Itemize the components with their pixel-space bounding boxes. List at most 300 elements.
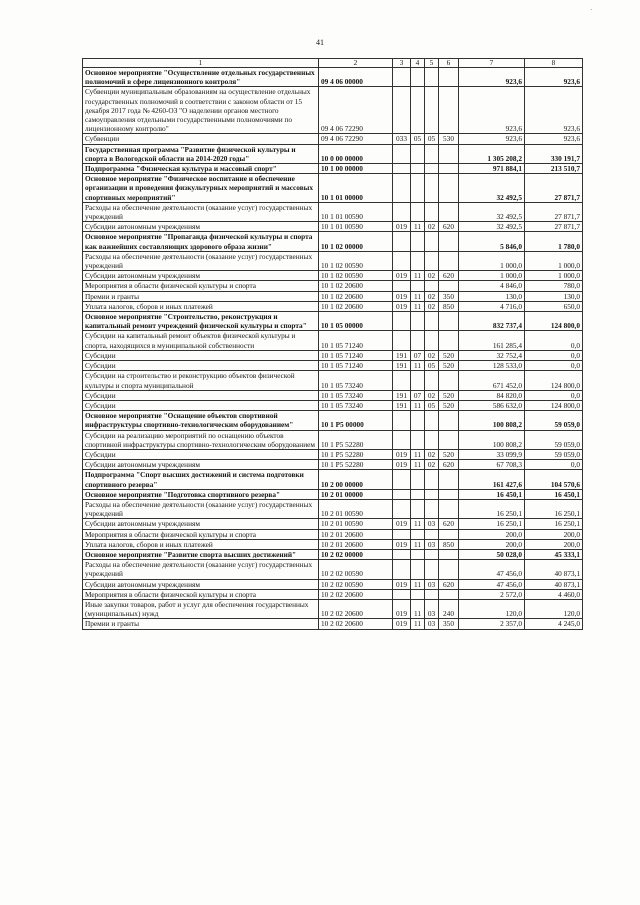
row-amount-year2: 0,0 <box>525 390 583 400</box>
row-amount-year2: 104 570,6 <box>525 470 583 489</box>
table-row <box>83 539 583 549</box>
table-row <box>83 281 583 291</box>
row-amount-year1: 832 737,4 <box>459 312 525 331</box>
row-name: Основное мероприятие "Оснащение объектов спортивной инфраструктуры спортивно-технологическим оборудованием" <box>83 411 319 430</box>
row-section <box>411 202 425 221</box>
column-header: 5 <box>425 59 439 68</box>
row-name: Субсидии автономным учреждениям <box>83 460 319 470</box>
row-subsection: 02 <box>425 222 439 232</box>
table-row <box>83 87 583 134</box>
row-expense-type: 520 <box>439 400 459 410</box>
table-row <box>83 449 583 459</box>
table-row <box>83 331 583 350</box>
row-expense-type: 520 <box>439 449 459 459</box>
row-expense-type: 620 <box>439 579 459 589</box>
row-target-code: 10 1 05 73240 <box>319 371 393 390</box>
row-amount-year1: 1 000,0 <box>459 271 525 281</box>
row-subsection: 02 <box>425 390 439 400</box>
row-amount-year2: 0,0 <box>525 460 583 470</box>
row-section <box>411 371 425 390</box>
row-expense-type <box>439 281 459 291</box>
row-name: Субсидии <box>83 390 319 400</box>
table-row <box>83 411 583 430</box>
row-subsection <box>425 529 439 539</box>
row-subsection: 03 <box>425 519 439 529</box>
row-section <box>411 312 425 331</box>
row-grbs: 019 <box>393 291 411 301</box>
row-grbs <box>393 549 411 559</box>
row-amount-year2: 124 800,0 <box>525 312 583 331</box>
row-section <box>411 430 425 449</box>
row-target-code: 10 1 02 00590 <box>319 251 393 270</box>
row-subsection <box>425 470 439 489</box>
row-section <box>411 232 425 251</box>
table-row <box>83 312 583 331</box>
row-name: Основное мероприятие "Подготовка спортивного резерва" <box>83 489 319 499</box>
row-amount-year1: 67 708,3 <box>459 460 525 470</box>
table-row <box>83 499 583 518</box>
row-target-code: 10 1 02 00000 <box>319 232 393 251</box>
table-row <box>83 164 583 174</box>
row-target-code: 10 1 05 71240 <box>319 361 393 371</box>
row-expense-type: 620 <box>439 271 459 281</box>
row-grbs <box>393 589 411 599</box>
table-row <box>83 579 583 589</box>
row-amount-year2: 120,0 <box>525 599 583 618</box>
row-name: Субвенции <box>83 134 319 144</box>
row-amount-year2: 200,0 <box>525 529 583 539</box>
row-subsection <box>425 174 439 203</box>
row-amount-year2: 45 333,1 <box>525 549 583 559</box>
row-grbs: 019 <box>393 619 411 629</box>
table-header-row <box>83 59 583 68</box>
row-grbs <box>393 202 411 221</box>
row-subsection <box>425 549 439 559</box>
row-target-code: 10 1 05 71240 <box>319 350 393 360</box>
row-section <box>411 174 425 203</box>
row-grbs: 019 <box>393 449 411 459</box>
budget-table <box>82 58 583 630</box>
row-section: 11 <box>411 460 425 470</box>
table-row <box>83 291 583 301</box>
table-row <box>83 560 583 579</box>
row-name: Субсидии автономным учреждениям <box>83 579 319 589</box>
row-grbs <box>393 144 411 163</box>
table-row <box>83 232 583 251</box>
row-target-code: 10 1 01 00000 <box>319 174 393 203</box>
row-amount-year1: 4 846,0 <box>459 281 525 291</box>
row-amount-year2: 923,6 <box>525 68 583 87</box>
row-grbs <box>393 174 411 203</box>
row-grbs <box>393 68 411 87</box>
row-name: Основное мероприятие "Физическое воспитание и обеспечение организации и проведения физкультурных мероприятий и массовых спортивных мероприятий" <box>83 174 319 203</box>
row-grbs <box>393 371 411 390</box>
column-header: 4 <box>411 59 425 68</box>
row-grbs <box>393 411 411 430</box>
row-subsection: 02 <box>425 350 439 360</box>
row-name: Подпрограмма "Спорт высших достижений и система подготовки спортивного резерва" <box>83 470 319 489</box>
row-expense-type: 530 <box>439 134 459 144</box>
row-expense-type <box>439 529 459 539</box>
row-section <box>411 331 425 350</box>
row-name: Субсидии на капитальный ремонт объектов физической культуры и спорта, находящихся в муниципальной собственности <box>83 331 319 350</box>
table-row <box>83 174 583 203</box>
row-amount-year1: 200,0 <box>459 539 525 549</box>
row-target-code: 10 1 05 00000 <box>319 312 393 331</box>
table-row <box>83 529 583 539</box>
row-target-code: 10 1 01 00590 <box>319 202 393 221</box>
row-expense-type <box>439 371 459 390</box>
row-target-code: 10 1 P5 52280 <box>319 460 393 470</box>
row-section <box>411 144 425 163</box>
row-amount-year1: 2 572,0 <box>459 589 525 599</box>
row-section <box>411 87 425 134</box>
row-name: Основное мероприятие "Осуществление отдельных государственных полномочий в сфере лицензионного контроля" <box>83 68 319 87</box>
row-subsection: 03 <box>425 599 439 618</box>
row-name: Субсидии <box>83 350 319 360</box>
row-subsection: 02 <box>425 271 439 281</box>
row-grbs: 019 <box>393 579 411 589</box>
row-amount-year2: 4 460,0 <box>525 589 583 599</box>
table-row <box>83 134 583 144</box>
row-expense-type <box>439 499 459 518</box>
row-amount-year2: 27 871,7 <box>525 174 583 203</box>
row-target-code: 09 4 06 72290 <box>319 87 393 134</box>
row-target-code: 09 4 06 72290 <box>319 134 393 144</box>
row-amount-year2: 0,0 <box>525 350 583 360</box>
table-row <box>83 460 583 470</box>
row-grbs <box>393 529 411 539</box>
row-expense-type: 620 <box>439 460 459 470</box>
row-amount-year1: 586 632,0 <box>459 400 525 410</box>
row-amount-year1: 100 808,2 <box>459 430 525 449</box>
table-row <box>83 361 583 371</box>
row-section <box>411 499 425 518</box>
row-section: 11 <box>411 301 425 311</box>
row-grbs <box>393 470 411 489</box>
row-expense-type: 350 <box>439 619 459 629</box>
row-target-code: 10 2 01 00590 <box>319 499 393 518</box>
row-name: Мероприятия в области физической культуры и спорта <box>83 589 319 599</box>
row-section: 11 <box>411 361 425 371</box>
row-grbs <box>393 312 411 331</box>
row-expense-type <box>439 560 459 579</box>
row-expense-type <box>439 68 459 87</box>
row-section <box>411 164 425 174</box>
row-amount-year1: 923,6 <box>459 68 525 87</box>
row-amount-year2: 130,0 <box>525 291 583 301</box>
row-grbs: 191 <box>393 390 411 400</box>
row-name: Основное мероприятие "Строительство, реконструкция и капитальный ремонт учреждений физической культуры и спорта" <box>83 312 319 331</box>
row-section <box>411 470 425 489</box>
row-target-code: 10 2 02 00590 <box>319 579 393 589</box>
row-amount-year2: 124 800,0 <box>525 371 583 390</box>
row-amount-year1: 128 533,0 <box>459 361 525 371</box>
row-expense-type: 350 <box>439 291 459 301</box>
row-amount-year2: 16 250,1 <box>525 519 583 529</box>
row-subsection: 05 <box>425 361 439 371</box>
row-subsection <box>425 430 439 449</box>
row-section: 05 <box>411 134 425 144</box>
row-amount-year1: 671 452,0 <box>459 371 525 390</box>
table-row <box>83 400 583 410</box>
row-name: Субсидии <box>83 361 319 371</box>
row-amount-year1: 1 305 208,2 <box>459 144 525 163</box>
row-amount-year2: 16 450,1 <box>525 489 583 499</box>
table-row <box>83 144 583 163</box>
row-grbs <box>393 430 411 449</box>
row-amount-year1: 120,0 <box>459 599 525 618</box>
row-amount-year2: 1 000,0 <box>525 251 583 270</box>
row-section: 11 <box>411 579 425 589</box>
row-amount-year2: 16 250,1 <box>525 499 583 518</box>
row-section: 11 <box>411 619 425 629</box>
row-grbs: 191 <box>393 361 411 371</box>
table-row <box>83 430 583 449</box>
row-target-code: 10 1 05 73240 <box>319 400 393 410</box>
row-expense-type: 850 <box>439 301 459 311</box>
row-grbs: 019 <box>393 460 411 470</box>
row-expense-type <box>439 164 459 174</box>
row-grbs <box>393 499 411 518</box>
table-row <box>83 519 583 529</box>
row-expense-type: 620 <box>439 222 459 232</box>
row-subsection: 02 <box>425 449 439 459</box>
row-expense-type <box>439 144 459 163</box>
row-subsection <box>425 281 439 291</box>
table-row <box>83 549 583 559</box>
row-subsection <box>425 164 439 174</box>
row-subsection <box>425 560 439 579</box>
row-expense-type <box>439 174 459 203</box>
row-name: Субсидии на реализацию мероприятий по оснащению объектов спортивной инфраструктуры спортивно-технологическим оборудованием <box>83 430 319 449</box>
row-target-code: 10 1 05 71240 <box>319 331 393 350</box>
row-section <box>411 281 425 291</box>
row-section: 11 <box>411 539 425 549</box>
row-expense-type <box>439 251 459 270</box>
table-row <box>83 271 583 281</box>
row-grbs: 019 <box>393 222 411 232</box>
row-target-code: 10 1 02 20600 <box>319 281 393 291</box>
row-amount-year2: 1 000,0 <box>525 271 583 281</box>
row-expense-type: 520 <box>439 361 459 371</box>
row-amount-year1: 4 716,0 <box>459 301 525 311</box>
row-amount-year1: 161 285,4 <box>459 331 525 350</box>
row-amount-year1: 32 492,5 <box>459 222 525 232</box>
row-amount-year2: 780,0 <box>525 281 583 291</box>
row-subsection <box>425 251 439 270</box>
row-name: Премии и гранты <box>83 291 319 301</box>
row-target-code: 10 1 P5 00000 <box>319 411 393 430</box>
row-section <box>411 68 425 87</box>
row-amount-year2: 213 510,7 <box>525 164 583 174</box>
row-grbs <box>393 87 411 134</box>
table-row <box>83 470 583 489</box>
row-amount-year2: 0,0 <box>525 361 583 371</box>
column-header: 3 <box>393 59 411 68</box>
row-name: Подпрограмма "Физическая культура и массовый спорт" <box>83 164 319 174</box>
row-target-code: 10 2 02 20600 <box>319 619 393 629</box>
row-name: Субсидии <box>83 400 319 410</box>
row-subsection: 03 <box>425 579 439 589</box>
row-expense-type: 520 <box>439 350 459 360</box>
row-subsection <box>425 499 439 518</box>
row-name: Субсидии <box>83 449 319 459</box>
row-section <box>411 589 425 599</box>
row-grbs: 019 <box>393 271 411 281</box>
table-row <box>83 202 583 221</box>
row-grbs <box>393 251 411 270</box>
row-section <box>411 251 425 270</box>
row-name: Субвенции муниципальным образованиям на осуществление отдельных государственных полномочий в соответствии с законом области от 15 декабря 2017 года № 4260-ОЗ "О наделении органов местного самоуправления отдельными государственными полномочиями по лицензионному контролю" <box>83 87 319 134</box>
row-expense-type <box>439 87 459 134</box>
row-grbs <box>393 489 411 499</box>
table-row <box>83 489 583 499</box>
row-subsection <box>425 202 439 221</box>
row-subsection <box>425 331 439 350</box>
row-section: 07 <box>411 350 425 360</box>
row-amount-year1: 130,0 <box>459 291 525 301</box>
row-amount-year2: 0,0 <box>525 331 583 350</box>
row-amount-year1: 923,6 <box>459 87 525 134</box>
row-section: 11 <box>411 222 425 232</box>
row-target-code: 10 2 02 20600 <box>319 589 393 599</box>
row-amount-year2: 124 800,0 <box>525 400 583 410</box>
row-name: Субсидии на строительство и реконструкцию объектов физической культуры и спорта муниципальной <box>83 371 319 390</box>
row-amount-year2: 59 059,0 <box>525 411 583 430</box>
row-amount-year2: 4 245,0 <box>525 619 583 629</box>
row-amount-year2: 1 780,0 <box>525 232 583 251</box>
row-name: Уплата налогов, сборов и иных платежей <box>83 301 319 311</box>
row-name: Расходы на обеспечение деятельности (оказание услуг) государственных учреждений <box>83 499 319 518</box>
row-subsection <box>425 411 439 430</box>
row-name: Уплата налогов, сборов и иных платежей <box>83 539 319 549</box>
row-amount-year1: 50 028,0 <box>459 549 525 559</box>
row-grbs: 191 <box>393 350 411 360</box>
column-header: 6 <box>439 59 459 68</box>
row-subsection <box>425 312 439 331</box>
row-expense-type <box>439 331 459 350</box>
row-expense-type <box>439 589 459 599</box>
row-target-code: 10 2 01 00000 <box>319 489 393 499</box>
row-grbs <box>393 164 411 174</box>
row-section: 11 <box>411 400 425 410</box>
row-name: Мероприятия в области физической культуры и спорта <box>83 529 319 539</box>
row-amount-year1: 200,0 <box>459 529 525 539</box>
row-target-code: 10 2 02 00590 <box>319 560 393 579</box>
row-expense-type: 520 <box>439 390 459 400</box>
row-target-code: 10 2 01 20600 <box>319 539 393 549</box>
row-subsection <box>425 232 439 251</box>
row-amount-year1: 100 808,2 <box>459 411 525 430</box>
row-grbs: 019 <box>393 301 411 311</box>
table-row <box>83 390 583 400</box>
row-expense-type: 240 <box>439 599 459 618</box>
row-grbs: 191 <box>393 400 411 410</box>
row-amount-year1: 47 456,0 <box>459 560 525 579</box>
row-name: Субсидии автономным учреждениям <box>83 222 319 232</box>
row-target-code: 10 1 02 20600 <box>319 291 393 301</box>
row-target-code: 10 0 00 00000 <box>319 144 393 163</box>
row-amount-year2: 200,0 <box>525 539 583 549</box>
row-grbs <box>393 560 411 579</box>
row-expense-type <box>439 232 459 251</box>
row-amount-year1: 47 456,0 <box>459 579 525 589</box>
page-number: 41 <box>316 38 324 47</box>
column-header: 1 <box>83 59 319 68</box>
column-header: 2 <box>319 59 393 68</box>
row-expense-type: 850 <box>439 539 459 549</box>
row-grbs: 019 <box>393 519 411 529</box>
row-section: 11 <box>411 599 425 618</box>
row-subsection: 03 <box>425 619 439 629</box>
row-expense-type: 620 <box>439 519 459 529</box>
row-subsection <box>425 68 439 87</box>
row-subsection: 03 <box>425 539 439 549</box>
row-target-code: 10 1 02 20600 <box>319 301 393 311</box>
row-subsection: 05 <box>425 400 439 410</box>
row-name: Государственная программа "Развитие физической культуры и спорта в Вологодской области на 2014-2020 годы" <box>83 144 319 163</box>
row-amount-year1: 16 250,1 <box>459 499 525 518</box>
row-target-code: 09 4 06 00000 <box>319 68 393 87</box>
row-subsection: 02 <box>425 301 439 311</box>
row-section: 11 <box>411 449 425 459</box>
row-grbs <box>393 232 411 251</box>
row-target-code: 10 2 02 20600 <box>319 599 393 618</box>
row-amount-year2: 40 873,1 <box>525 579 583 589</box>
row-section <box>411 560 425 579</box>
row-subsection: 02 <box>425 460 439 470</box>
row-amount-year1: 33 099,9 <box>459 449 525 459</box>
row-target-code: 10 2 00 00000 <box>319 470 393 489</box>
row-amount-year1: 2 357,0 <box>459 619 525 629</box>
row-expense-type <box>439 312 459 331</box>
row-subsection: 02 <box>425 291 439 301</box>
row-target-code: 10 1 02 00590 <box>319 271 393 281</box>
row-section: 11 <box>411 291 425 301</box>
row-name: Премии и гранты <box>83 619 319 629</box>
row-target-code: 10 2 02 00000 <box>319 549 393 559</box>
row-target-code: 10 1 05 73240 <box>319 390 393 400</box>
row-target-code: 10 2 01 20600 <box>319 529 393 539</box>
row-amount-year2: 27 871,7 <box>525 222 583 232</box>
table-row <box>83 68 583 87</box>
row-target-code: 10 2 01 00590 <box>319 519 393 529</box>
column-header: 8 <box>525 59 583 68</box>
row-section <box>411 411 425 430</box>
row-expense-type <box>439 411 459 430</box>
row-name: Основное мероприятие "Пропаганда физической культуры и спорта как важнейших составляющих здорового образа жизни" <box>83 232 319 251</box>
row-name: Основное мероприятие "Развитие спорта высших достижений" <box>83 549 319 559</box>
row-name: Расходы на обеспечение деятельности (оказание услуг) государственных учреждений <box>83 251 319 270</box>
row-amount-year2: 923,6 <box>525 134 583 144</box>
row-amount-year2: 59 059,0 <box>525 430 583 449</box>
row-name: Мероприятия в области физической культуры и спорта <box>83 281 319 291</box>
table-row <box>83 251 583 270</box>
row-target-code: 10 1 P5 52280 <box>319 449 393 459</box>
row-amount-year1: 161 427,6 <box>459 470 525 489</box>
row-grbs <box>393 331 411 350</box>
row-amount-year2: 923,6 <box>525 87 583 134</box>
row-amount-year2: 59 059,0 <box>525 449 583 459</box>
column-header: 7 <box>459 59 525 68</box>
row-amount-year1: 32 492,5 <box>459 202 525 221</box>
row-section: 11 <box>411 271 425 281</box>
row-expense-type <box>439 470 459 489</box>
row-grbs: 033 <box>393 134 411 144</box>
row-amount-year1: 32 752,4 <box>459 350 525 360</box>
row-subsection: 05 <box>425 134 439 144</box>
